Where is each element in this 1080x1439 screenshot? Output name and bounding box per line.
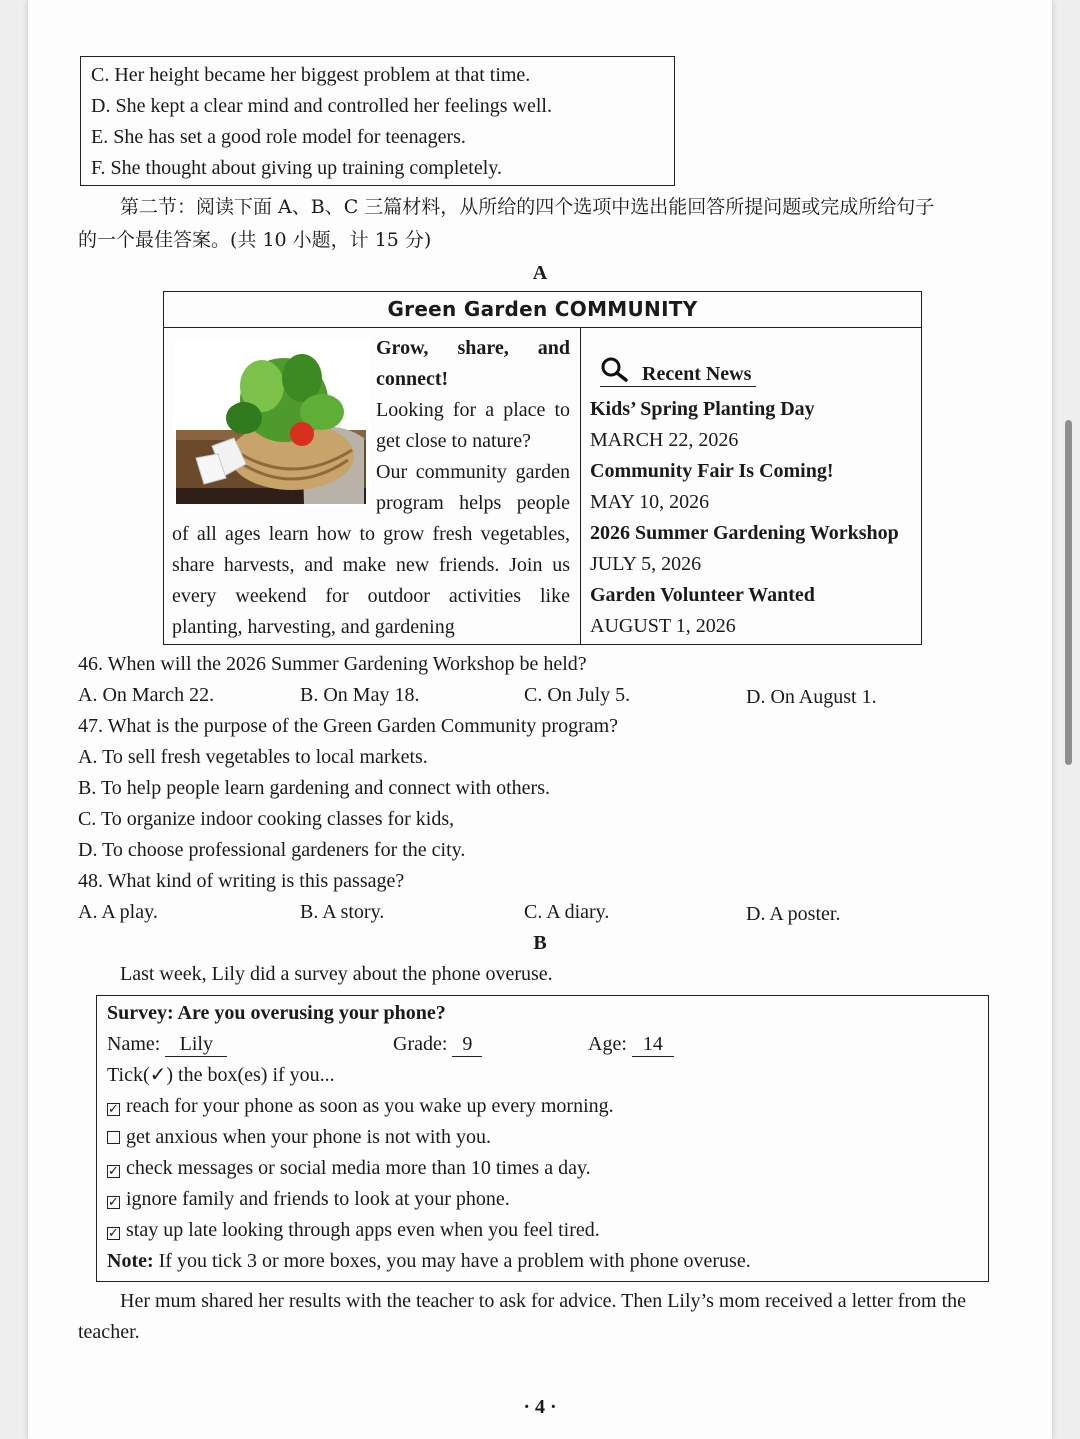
news-title-4: Garden Volunteer Wanted [590, 584, 815, 606]
option-d: D. She kept a clear mind and controlled her feelings well. [91, 95, 552, 117]
poster-slogan-2: connect! [376, 368, 449, 390]
checkbox-checked[interactable]: ✓ [108, 1101, 119, 1116]
q48-option-c: C. A diary. [524, 901, 610, 923]
poster-text-line: share harvests, and make new friends. Join us [172, 554, 570, 576]
q46-option-d: D. On August 1. [746, 686, 877, 708]
poster-text-line: get close to nature? [376, 430, 531, 452]
news-title-1: Kids’ Spring Planting Day [590, 398, 815, 420]
survey-grade-field: Grade: 9 [393, 1032, 482, 1057]
scrollbar-thumb[interactable] [1065, 420, 1072, 765]
news-date-4: AUGUST 1, 2026 [590, 615, 736, 637]
checkbox-checked[interactable]: ✓ [108, 1163, 119, 1178]
passage-a-heading: A [532, 262, 548, 284]
poster-divider [580, 327, 581, 644]
passage-b-after-line1: Her mum shared her results with the teacher to ask for advice. Then Lily’s mom received a letter from the [120, 1290, 966, 1312]
survey-item-2: get anxious when your phone is not with you. [107, 1125, 491, 1149]
poster-text-line: Our community garden [376, 461, 571, 483]
news-date-2: MAY 10, 2026 [590, 491, 710, 513]
poster-text-line: program helps people [376, 492, 571, 514]
survey-name-value: Lily [165, 1032, 227, 1057]
news-heading: Recent News [642, 363, 752, 385]
poster-slogan: Grow, share, and [376, 337, 571, 359]
question-46: 46. When will the 2026 Summer Gardening Workshop be held? [78, 653, 587, 675]
question-47: 47. What is the purpose of the Green Garden Community program? [78, 715, 619, 737]
checkbox-checked[interactable]: ✓ [108, 1225, 119, 1240]
q47-option-b: B. To help people learn gardening and connect with others. [78, 777, 550, 799]
section-intro-line1: 第二节：阅读下面 A、B、C 三篇材料，从所给的四个选项中选出能回答所提问题或完成所给句子 [120, 196, 935, 218]
poster-title: Green Garden COMMUNITY [164, 292, 921, 328]
option-c: C. Her height became her biggest problem at that time. [91, 64, 531, 86]
news-heading-underline [600, 386, 756, 387]
survey-item-5: ✓ stay up late looking through apps even when you feel tired. [108, 1219, 600, 1241]
option-f: F. She thought about giving up training completely. [91, 157, 502, 179]
survey-name-field: Name: Lily [107, 1032, 227, 1057]
survey-item-1: ✓ reach for your phone as soon as you wake up every morning. [108, 1095, 614, 1117]
survey-instruction: Tick(✓) the box(es) if you... [107, 1064, 335, 1086]
survey-age-value: 14 [632, 1032, 674, 1057]
news-date-1: MARCH 22, 2026 [590, 429, 739, 451]
q46-option-a: A. On March 22. [78, 684, 215, 706]
section-intro-line2: 的一个最佳答案。(共 10 小题，计 15 分) [78, 229, 432, 251]
poster-text-line: planting, harvesting, and gardening [172, 616, 455, 638]
survey-item-3: ✓ check messages or social media more than 10 times a day. [108, 1157, 591, 1179]
page-number: · 4 · [523, 1396, 557, 1418]
question-48: 48. What kind of writing is this passage? [78, 870, 405, 892]
search-icon [600, 356, 628, 382]
passage-b-heading: B [533, 932, 547, 954]
checkbox-unchecked[interactable] [107, 1131, 120, 1144]
passage-b-after-line2: teacher. [78, 1321, 140, 1343]
news-title-2: Community Fair Is Coming! [590, 460, 834, 482]
survey-grade-value: 9 [452, 1032, 482, 1057]
option-e: E. She has set a good role model for teenagers. [91, 126, 466, 148]
survey-title: Survey: Are you overusing your phone? [107, 1002, 446, 1024]
news-title-3: 2026 Summer Gardening Workshop [590, 522, 899, 544]
poster-text-line: Looking for a place to [376, 399, 570, 421]
poster-text-line: every weekend for outdoor activities like [172, 585, 570, 607]
poster-text-line: of all ages learn how to grow fresh vegetables, [172, 523, 570, 545]
top-options-box [80, 56, 675, 186]
survey-note: Note: If you tick 3 or more boxes, you may have a problem with phone overuse. [107, 1250, 751, 1272]
q48-option-b: B. A story. [300, 901, 385, 923]
q48-option-a: A. A play. [78, 901, 158, 923]
passage-b-intro: Last week, Lily did a survey about the phone overuse. [120, 963, 553, 985]
checkbox-checked[interactable]: ✓ [108, 1194, 119, 1209]
survey-age-field: Age: 14 [588, 1032, 674, 1057]
q47-option-a: A. To sell fresh vegetables to local markets. [78, 746, 428, 768]
q46-option-c: C. On July 5. [524, 684, 631, 706]
survey-item-4: ✓ ignore family and friends to look at your phone. [108, 1188, 510, 1210]
vegetable-basket-image [174, 338, 370, 506]
q47-option-d: D. To choose professional gardeners for the city. [78, 839, 466, 861]
q47-option-c: C. To organize indoor cooking classes for kids, [78, 808, 455, 830]
garden-poster [163, 291, 922, 645]
news-date-3: JULY 5, 2026 [590, 553, 702, 575]
q48-option-d: D. A poster. [746, 903, 841, 925]
q46-option-b: B. On May 18. [300, 684, 420, 706]
survey-box [96, 995, 989, 1282]
